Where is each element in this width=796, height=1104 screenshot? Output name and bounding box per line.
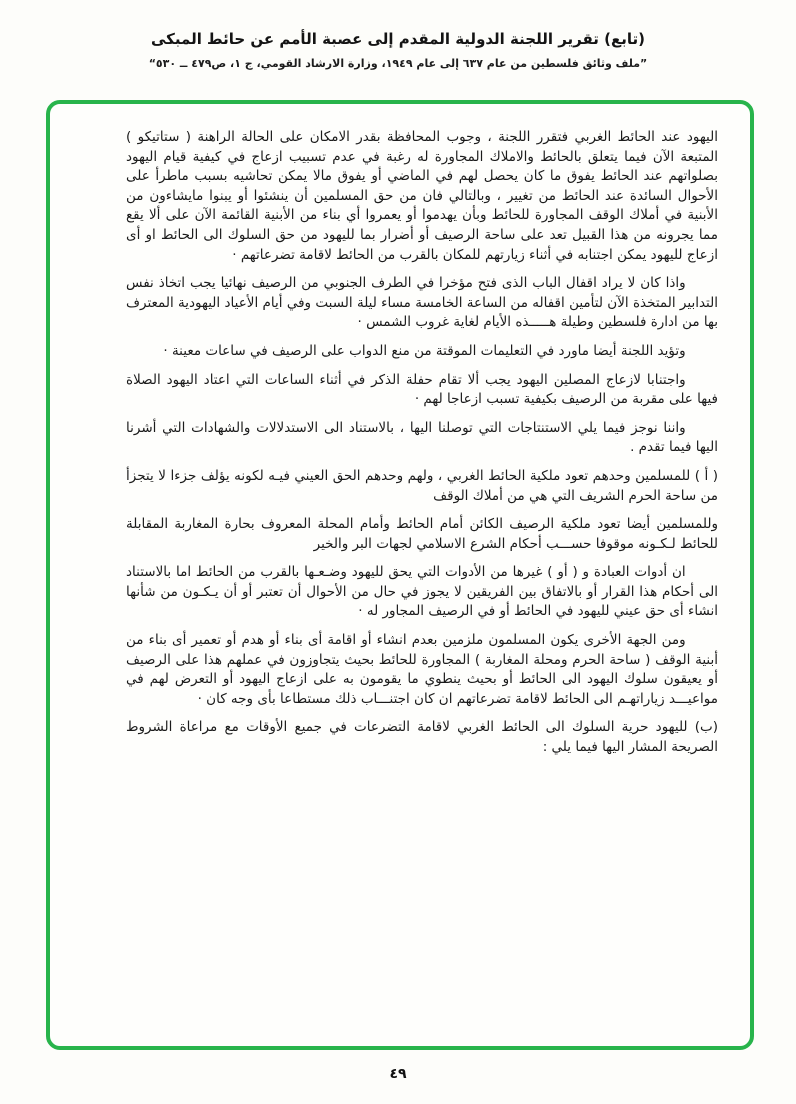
paragraph: وتؤيد اللجنة أيضا ماورد في التعليمات الموقتة من منع الدواب على الرصيف في ساعات معينة · — [163, 342, 686, 359]
paragraph: ان أدوات العبادة و ( أو ) غيرها من الأدوات التي يحق لليهود وضـعـها بالقرب من الحائط اما بالاستناد الى أحكام هذا القرار أو بالاتفاق بين الفريقين لا يجوز في حال من الأحوال أن تعتبر أو أن يـكـون من شأنها انشاء أى حق عيني لليهود في الحائط أو في الرصيف المجاور له · — [126, 564, 718, 620]
paragraph: ومن الجهة الأخرى يكون المسلمون ملزمين بعدم انشاء أو اقامة أى بناء أو هدم أو تعمير أى بناء من أبنية الوقف ( ساحة الحرم ومحلة المغاربة ) المجاورة للحائط بحيث يتجاوزون في عملهم هذا على الرصيف أو يعيقون سلوك اليهود الى الحائط أو بحيث ينطوي ما يقومون به على ازعاج اليهود أو التعرض لهم في مواعيـــد زياراتهـم الى الحائط لاقامة تضرعاتهم ان كان اجتنـــاب ذلك مستطاعا بأى وجه كان · — [126, 632, 718, 707]
paragraph: اليهود عند الحائط الغربي فتقرر اللجنة ، وجوب المحافظة بقدر الامكان على الحالة الراهنة ( ستاتيكو ) المتبعة الآن فيما يتعلق بالحائط والاملاك المجاورة له رغبة في عدم تسبيب ازعاج في كيفية قيام اليهود بصلواتهم عند الحائط يفوق ما كان يحصل لهم في الماضي أو يفوق مالا يمكن تحاشيه بسبب ماطرأ على الأحوال السائدة عند الحائط من تغيير ، وبالتالي فان من حق المسلمين أن ينشئوا أو يبنوا مايشاءون من الأبنية في أملاك الوقف المجاورة للحائط وبأن يهدموا أو يعمروا أي بناء من الأبنية القائمة الآن على ألا يقع مما يجرونه من هذا القبيل تعد على ساحة الرصيف أو أضرار بما لليهود من حق السلوك الى الحائط او أى ازعاج لليهود يمكن اجتنابه في أثناء زيارتهم للمكان بالقرب من الحائط لاقامة تضرعاتهم · — [126, 129, 718, 263]
page-number: ٤٩ — [389, 1066, 407, 1082]
document-body — [50, 104, 750, 1046]
paragraph: واجتنابا لازعاج المصلين اليهود يجب ألا تقام حفلة الذكر في أثناء الساعات التي اعتاد اليهود الصلاة فيها على مقربة من الرصيف بكيفية تسبب ازعاجا لهم · — [126, 371, 718, 408]
paragraph-item-b: (ب) لليهود حرية السلوك الى الحائط الغربي لاقامة التضرعات في جميع الأوقات مع مراعاة الشروط الصريحة المشار اليها فيما يلي : — [126, 719, 718, 756]
document-title: (تابع) تقرير اللجنة الدولية المقدم إلى عصبة الأمم عن حائط المبكى — [150, 30, 645, 48]
paragraph: وللمسلمين أيضا تعود ملكية الرصيف الكائن أمام الحائط وأمام المحلة المعروف بحارة المغاربة المقابلة للحائط لـكـونه موقوفا حســـب أحكام الشرع الاسلامي لجهات البر والخير — [126, 516, 718, 552]
paragraph: واننا نوجز فيما يلي الاستنتاجات التي توصلنا اليها ، بالاستناد الى الاستدلالات والشهادات التي أشرنا اليها فيما تقدم . — [126, 419, 718, 456]
green-border-frame — [46, 100, 754, 1050]
document-header — [0, 0, 796, 70]
document-subtitle: ”ملف وثائق فلسطين من عام ٦٣٧ إلى عام ١٩٤٩، وزارة الارشاد القومي، ج ١، ص٤٧٩ ــ ٥٣٠“ — [148, 57, 648, 70]
paragraph: واذا كان لا يراد اقفال الباب الذى فتح مؤخرا في الطرف الجنوبي من الرصيف نهائيا يجب اتخاذ نفس التدابير المتخذة الآن لتأمين اقفاله من الساعة الخامسة مساء ليلة السبت وفي أيام الأعياد اليهودية المعترف بها من ادارة فلسطين وطيلة هـــــذه الأيام لغاية غروب الشمس · — [126, 275, 718, 331]
paragraph-item-a: ( أ ) للمسلمين وحدهم تعود ملكية الحائط الغربي ، ولهم وحدهم الحق العيني فيـه لكونه يؤلف جزءا لا يتجزأ من ساحة الحرم الشريف التي هي من أملاك الوقف — [126, 467, 718, 504]
